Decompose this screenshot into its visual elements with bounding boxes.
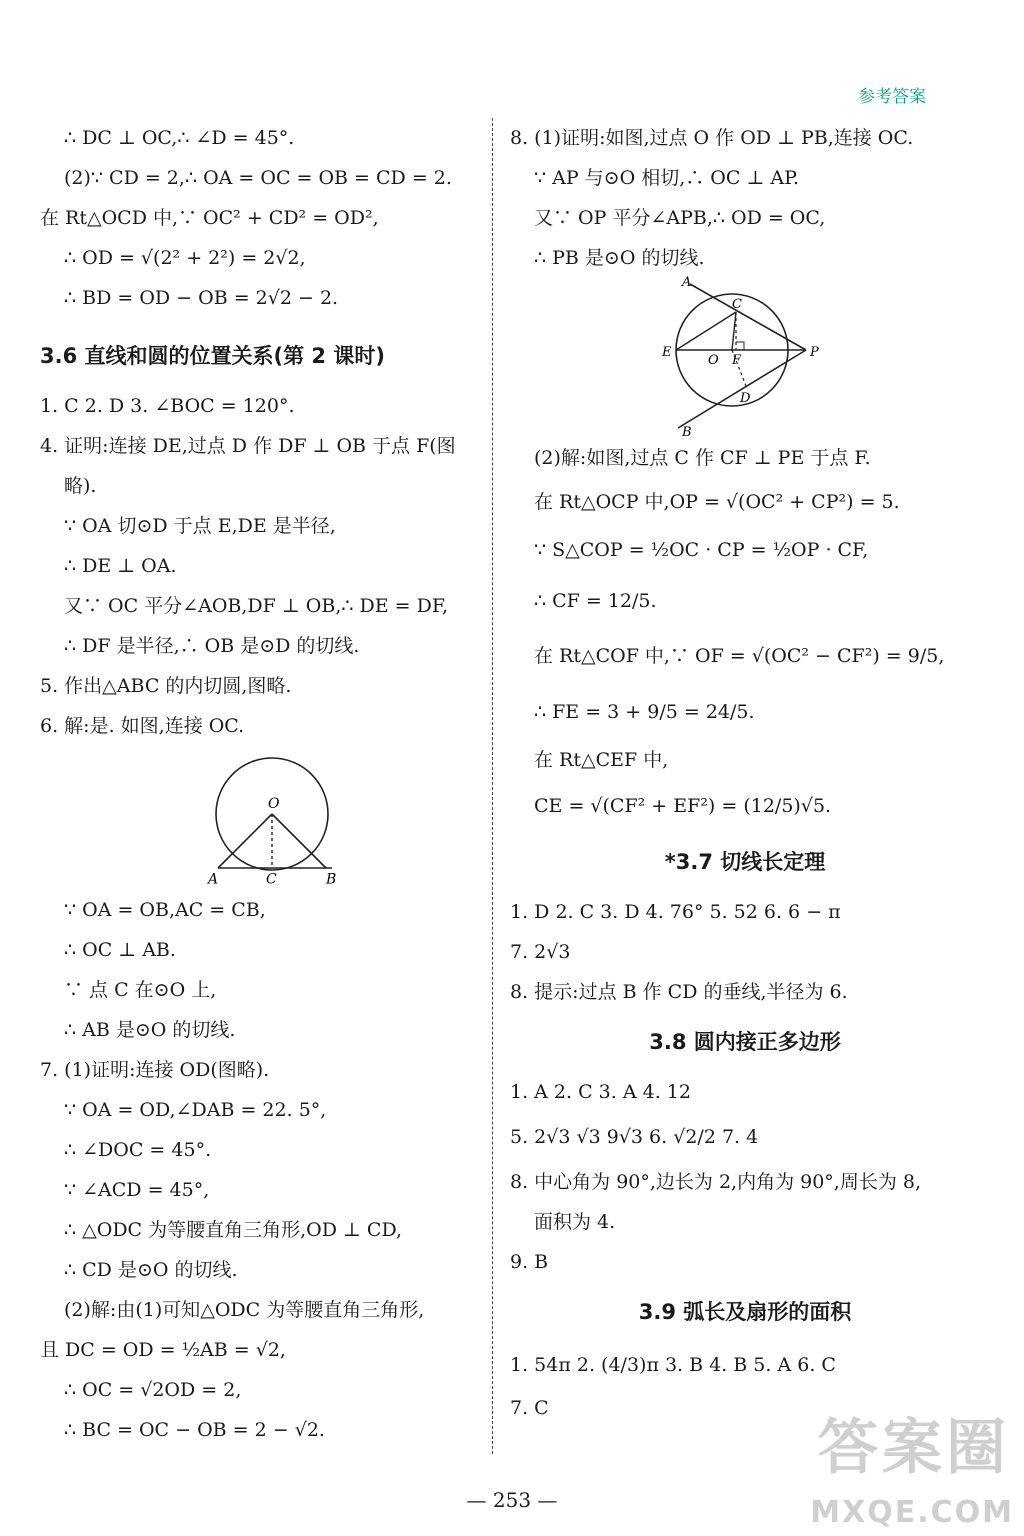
answer-line: ∴ OD = √(2² + 2²) = 2√2, xyxy=(64,247,306,269)
answer-line: ∴ △ODC 为等腰直角三角形,OD ⊥ CD, xyxy=(64,1219,403,1241)
answer-line: 1. C 2. D 3. ∠BOC = 120°. xyxy=(40,395,295,417)
answer-line: ∴ BC = OC − OB = 2 − √2. xyxy=(64,1419,325,1441)
answer-line: ∴ OC ⊥ AB. xyxy=(64,939,176,961)
answer-line: ∵ OA 切⊙D 于点 E,DE 是半径, xyxy=(64,515,336,537)
watermark-url: MXQE.COM xyxy=(810,1495,1014,1530)
answer-line: ∴ CF = 12/5. xyxy=(534,590,657,612)
figure-6-circle-tangent xyxy=(40,746,480,888)
answer-line: (2)∵ CD = 2,∴ OA = OC = OB = CD = 2. xyxy=(64,167,452,189)
fig8-label-a: A xyxy=(682,275,692,290)
answer-line: ∴ DE ⊥ OA. xyxy=(64,555,177,577)
answer-line: ∴ ∠DOC = 45°. xyxy=(64,1139,212,1161)
answer-line: 1. A 2. C 3. A 4. 12 xyxy=(510,1081,691,1103)
answer-line: ∴ OC = √2OD = 2, xyxy=(64,1379,242,1401)
answer-line: (2)解:由(1)可知△ODC 为等腰直角三角形, xyxy=(64,1299,425,1321)
answer-line: 1. 54π 2. (4/3)π 3. B 4. B 5. A 6. C xyxy=(510,1354,836,1376)
answer-line: 9. B xyxy=(510,1251,549,1273)
answer-line: ∴ DC ⊥ OC,∴ ∠D = 45°. xyxy=(64,127,295,149)
answer-line: 又∵ OC 平分∠AOB,DF ⊥ OB,∴ DE = DF, xyxy=(64,595,449,617)
answer-line: 在 Rt△OCD 中,∵ OC² + CD² = OD², xyxy=(40,207,379,229)
answer-line: 又∵ OP 平分∠APB,∴ OD = OC, xyxy=(534,207,826,229)
answer-line: 6. 解:是. 如图,连接 OC. xyxy=(40,715,245,737)
corner-label: 参考答案 xyxy=(858,87,926,107)
answer-line: 8. 中心角为 90°,边长为 2,内角为 90°,周长为 8, xyxy=(510,1171,922,1193)
answer-line: 在 Rt△CEF 中, xyxy=(534,749,669,771)
fig6-label-c: C xyxy=(266,871,277,888)
fig8-label-c: C xyxy=(732,297,742,312)
fig6-label-b: B xyxy=(326,871,337,888)
answer-line: ∵ 点 C 在⊙O 上, xyxy=(64,979,217,1001)
answer-line: (2)解:如图,过点 C 作 CF ⊥ PE 于点 F. xyxy=(534,447,871,469)
fig6-label-a: A xyxy=(208,871,219,888)
section-heading-3-7: *3.7 切线长定理 xyxy=(664,850,826,874)
fig8-label-p: P xyxy=(810,345,819,360)
answer-line: 5. 2√3 √3 9√3 6. √2/2 7. 4 xyxy=(510,1126,759,1148)
answer-line: 且 DC = OD = ½AB = √2, xyxy=(40,1339,286,1361)
answer-line: 1. D 2. C 3. D 4. 76° 5. 52 6. 6 − π xyxy=(510,901,841,923)
answer-line: 7. 2√3 xyxy=(510,941,571,963)
answer-line: 在 Rt△COF 中,∵ OF = √(OC² − CF²) = 9/5, xyxy=(534,645,945,667)
answer-line: 8. 提示:过点 B 作 CD 的垂线,半径为 6. xyxy=(510,981,848,1003)
answer-line: 在 Rt△OCP 中,OP = √(OC² + CP²) = 5. xyxy=(534,491,900,513)
fig8-label-f: F xyxy=(732,353,742,368)
answer-line: ∴ FE = 3 + 9/5 = 24/5. xyxy=(534,701,755,723)
section-heading-3-9: 3.9 弧长及扇形的面积 xyxy=(638,1300,852,1324)
answer-line: 7. C xyxy=(510,1397,549,1419)
section-heading-3-6: 3.6 直线和圆的位置关系(第 2 课时) xyxy=(40,344,385,368)
answer-line: ∵ OA = OD,∠DAB = 22. 5°, xyxy=(64,1099,327,1121)
left-column xyxy=(40,118,480,1450)
answer-line: 5. 作出△ABC 的内切圆,图略. xyxy=(40,675,292,697)
answer-line: 略). xyxy=(64,475,97,497)
answer-line: ∵ ∠ACD = 45°, xyxy=(64,1179,210,1201)
column-divider xyxy=(492,118,493,1454)
watermark-logo: 答案圈 xyxy=(818,1413,1010,1483)
figure-8-tangent-lines xyxy=(510,275,980,440)
answer-line: 7. (1)证明:连接 OD(图略). xyxy=(40,1059,270,1081)
answer-line: ∵ S△COP = ½OC · CP = ½OP · CF, xyxy=(534,539,869,561)
page-number: — 253 — xyxy=(466,1488,558,1512)
answer-line: ∵ OA = OB,AC = CB, xyxy=(64,899,266,921)
fig8-label-b: B xyxy=(682,425,692,440)
fig8-label-o: O xyxy=(708,353,719,368)
answer-line: 8. (1)证明:如图,过点 O 作 OD ⊥ PB,连接 OC. xyxy=(510,127,914,149)
fig6-label-o: O xyxy=(268,796,280,812)
answer-line: ∵ AP 与⊙O 相切,∴ OC ⊥ AP. xyxy=(534,167,800,189)
section-heading-3-8: 3.8 圆内接正多边形 xyxy=(649,1030,841,1054)
answer-line: 4. 证明:连接 DE,过点 D 作 DF ⊥ OB 于点 F(图 xyxy=(40,435,456,457)
answer-line: 面积为 4. xyxy=(534,1211,616,1233)
answer-line: ∴ PB 是⊙O 的切线. xyxy=(534,247,705,269)
answer-line: ∴ AB 是⊙O 的切线. xyxy=(64,1019,236,1041)
fig8-label-d: D xyxy=(740,391,751,406)
answer-line: ∴ CD 是⊙O 的切线. xyxy=(64,1259,238,1281)
fig8-label-e: E xyxy=(662,345,672,360)
answer-line: CE = √(CF² + EF²) = (12/5)√5. xyxy=(534,795,832,817)
right-column xyxy=(510,118,980,1428)
answer-line: ∴ DF 是半径,∴ OB 是⊙D 的切线. xyxy=(64,635,360,657)
answer-line: ∴ BD = OD − OB = 2√2 − 2. xyxy=(64,287,339,309)
